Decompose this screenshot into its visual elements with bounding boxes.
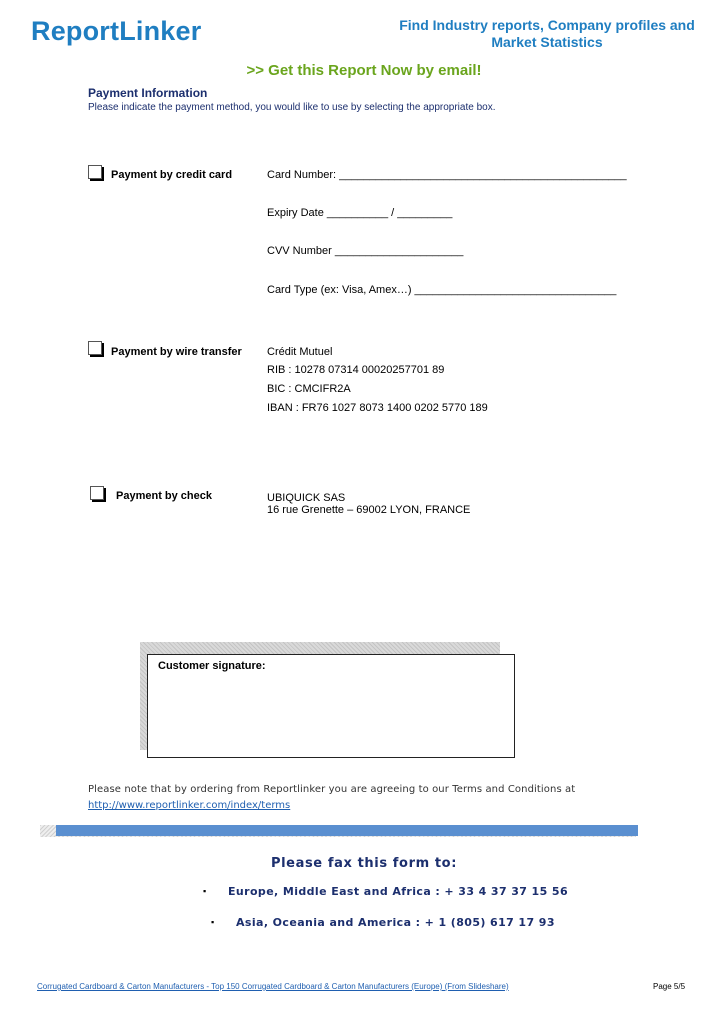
payment-info-description: Please indicate the payment method, you would like to use by selecting the appropriate box. (88, 102, 496, 113)
wire-transfer-label: Payment by wire transfer (111, 346, 242, 358)
iban-number: IBAN : FR76 1027 8073 1400 0202 5770 189 (267, 402, 488, 414)
reportlinker-logo: ReportLinker (31, 16, 202, 46)
bic-code: BIC : CMCIFR2A (267, 383, 351, 395)
bank-name: Crédit Mutuel (267, 346, 333, 358)
credit-card-label: Payment by credit card (111, 169, 233, 181)
page-number: Page 5/5 (653, 982, 686, 991)
terms-link[interactable]: http://www.reportlinker.com/index/terms (88, 800, 291, 811)
fax-asia: Asia, Oceania and America : + 1 (805) 617 17 93 (236, 916, 555, 929)
credit-card-checkbox[interactable] (88, 165, 102, 179)
header-tagline: Find Industry reports, Company profiles and Market Statistics (399, 17, 695, 50)
terms-note: Please note that by ordering from Reportlinker you are agreeing to our Terms and Conditions at (88, 784, 576, 795)
check-payee: UBIQUICK SAS (267, 492, 346, 504)
expiry-date-field[interactable]: Expiry Date __________ / _________ (267, 207, 453, 219)
wire-transfer-checkbox[interactable] (88, 341, 102, 355)
rib-number: RIB : 10278 07314 00020257701 89 (267, 364, 445, 376)
card-number-field[interactable]: Card Number: _______________________________________________ (267, 169, 627, 181)
check-payment-label: Payment by check (116, 490, 212, 502)
divider-bar (56, 825, 638, 836)
cvv-field[interactable]: CVV Number _____________________ (267, 245, 464, 257)
bullet-icon: ▪ (211, 917, 215, 927)
fax-europe: Europe, Middle East and Africa : + 33 4 37 37 15 56 (228, 885, 569, 898)
check-payment-checkbox[interactable] (90, 486, 104, 500)
get-report-link[interactable]: >> Get this Report Now by email! (246, 62, 482, 79)
card-type-field[interactable]: Card Type (ex: Visa, Amex…) _________________________________ (267, 284, 617, 296)
payment-info-title: Payment Information (88, 86, 208, 100)
signature-label: Customer signature: (158, 660, 266, 672)
footer-source-link[interactable]: Corrugated Cardboard & Carton Manufacturers - Top 150 Corrugated Cardboard & Carton Manufacturers (Europe) (From Slideshare) (37, 982, 509, 991)
bullet-icon: ▪ (203, 886, 207, 896)
fax-title: Please fax this form to: (271, 856, 457, 871)
check-address: 16 rue Grenette – 69002 LYON, FRANCE (267, 504, 471, 516)
